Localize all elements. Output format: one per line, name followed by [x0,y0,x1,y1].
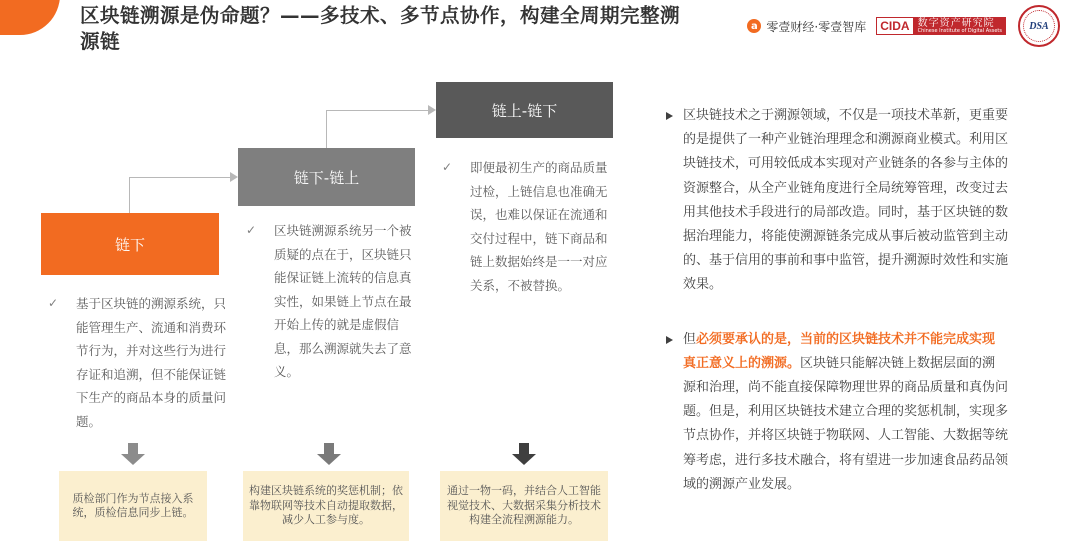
stage-off-to-on-description-text: 区块链溯源系统另一个被质疑的点在于，区块链只能保证链上流转的信息真实性，如果链上节点在最开始上传的就是虚假信息，那么溯源就失去了意义。 [274,223,412,379]
lingyi-logo [747,18,866,35]
connector-line-2 [326,110,429,149]
cida-logo-text [914,17,1006,36]
bullet-point-1 [666,104,1008,298]
stage-off-to-on-description [246,219,416,384]
cida-logo-mark: CIDA [876,17,913,35]
stage-on-to-off-box [436,82,613,138]
check-icon: ✓ [442,160,453,174]
cida-logo-en: Chinese Institute of Digital Assets [917,27,1002,34]
down-arrow-3-icon [512,443,536,465]
connector-arrow-2-icon [428,105,436,115]
stage-offchain-solution-note: 质检部门作为节点接入系统，质检信息同步上链。 [59,471,207,541]
analysis-bullets [666,104,1008,511]
stage-on-to-off-solution-note: 通过一物一码，并结合人工智能视觉技术、大数据采集分析技术构建全流程溯源能力。 [440,471,608,541]
bullet-triangle-icon [666,112,673,120]
check-icon: ✓ [246,223,257,237]
connector-arrow-1-icon [230,172,238,182]
bullet-triangle-icon [666,336,673,344]
dsa-seal-logo [1018,5,1060,47]
check-icon: ✓ [48,296,59,310]
stage-off-to-on-label: 链下-链上 [293,168,360,187]
stage-on-to-off-label: 链上-链下 [491,101,558,120]
stage-offchain-description [48,292,226,433]
stage-offchain-box [41,213,219,275]
stage-off-to-on-solution-note: 构建区块链系统的奖惩机制；依靠物联网等技术自动提取数据，减少人工参与度。 [243,471,409,541]
stage-offchain-label: 链下 [114,235,145,254]
bullet-point-1-text: 区块链技术之于溯源领域，不仅是一项技术革新，更重要的是提供了一种产业链治理理念和溯源商业模式。利用区块链技术，可用较低成本实现对产业链条的各参与主体的资源整合，从全产业链角度进行全局统筹管理，改变过去用其他技术手段进行的局部改造。同时，基于区块链的数据治理能力，将能使溯源链条完成从事后被动监管到主动的、基于信用的事前和事中监管，提升溯源时效性和实施效果。 [683,108,1009,293]
stage-on-to-off-description-text: 即便最初生产的商品质量过检，上链信息也准确无误，也难以保证在流通和交付过程中，链下商品和链上数据始终是一一对应关系，不被替换。 [470,160,608,293]
cida-logo-cn: 数字资产研究院 [917,17,995,29]
stage-offchain-description-text: 基于区块链的溯源系统，只能管理生产、流通和消费环节行为，并对这些行为进行存证和追溯，但不能保证链下生产的商品本身的质量问题。 [76,296,227,429]
lingyi-logo-icon: a [747,19,761,33]
cida-logo [876,17,1006,36]
stage-on-to-off-description [442,156,614,297]
header-logos [747,6,1060,46]
corner-accent-shape [0,0,60,35]
page-title: 区块链溯源是伪命题？——多技术、多节点协作，构建全周期完整溯源链 [80,4,681,53]
bullet-point-2-highlight: 必须要承认的是，当前的区块链技术并不能完成实现真正意义上的溯源。 [683,331,996,371]
stage-off-to-on-box [238,148,415,206]
dsa-seal-text: DSA [1029,20,1049,32]
connector-line-1 [129,177,231,214]
bullet-point-2 [666,328,1008,497]
bullet-point-2-prefix: 但 [683,331,697,347]
lingyi-logo-text: 零壹财经·零壹智库 [766,19,867,34]
down-arrow-1-icon [121,443,145,465]
down-arrow-2-icon [317,443,341,465]
bullet-point-2-rest: 区块链只能解决链上数据层面的溯源和治理，尚不能直接保障物理世界的商品质量和真伪问题。但是，利用区块链技术建立合理的奖惩机制，实现多节点协作，并将区块链于物联网、人工智能、大数据等统筹考虑，进行多技术融合，将有望进一步加速食品药品领域的溯源产业发展。 [683,355,1009,492]
